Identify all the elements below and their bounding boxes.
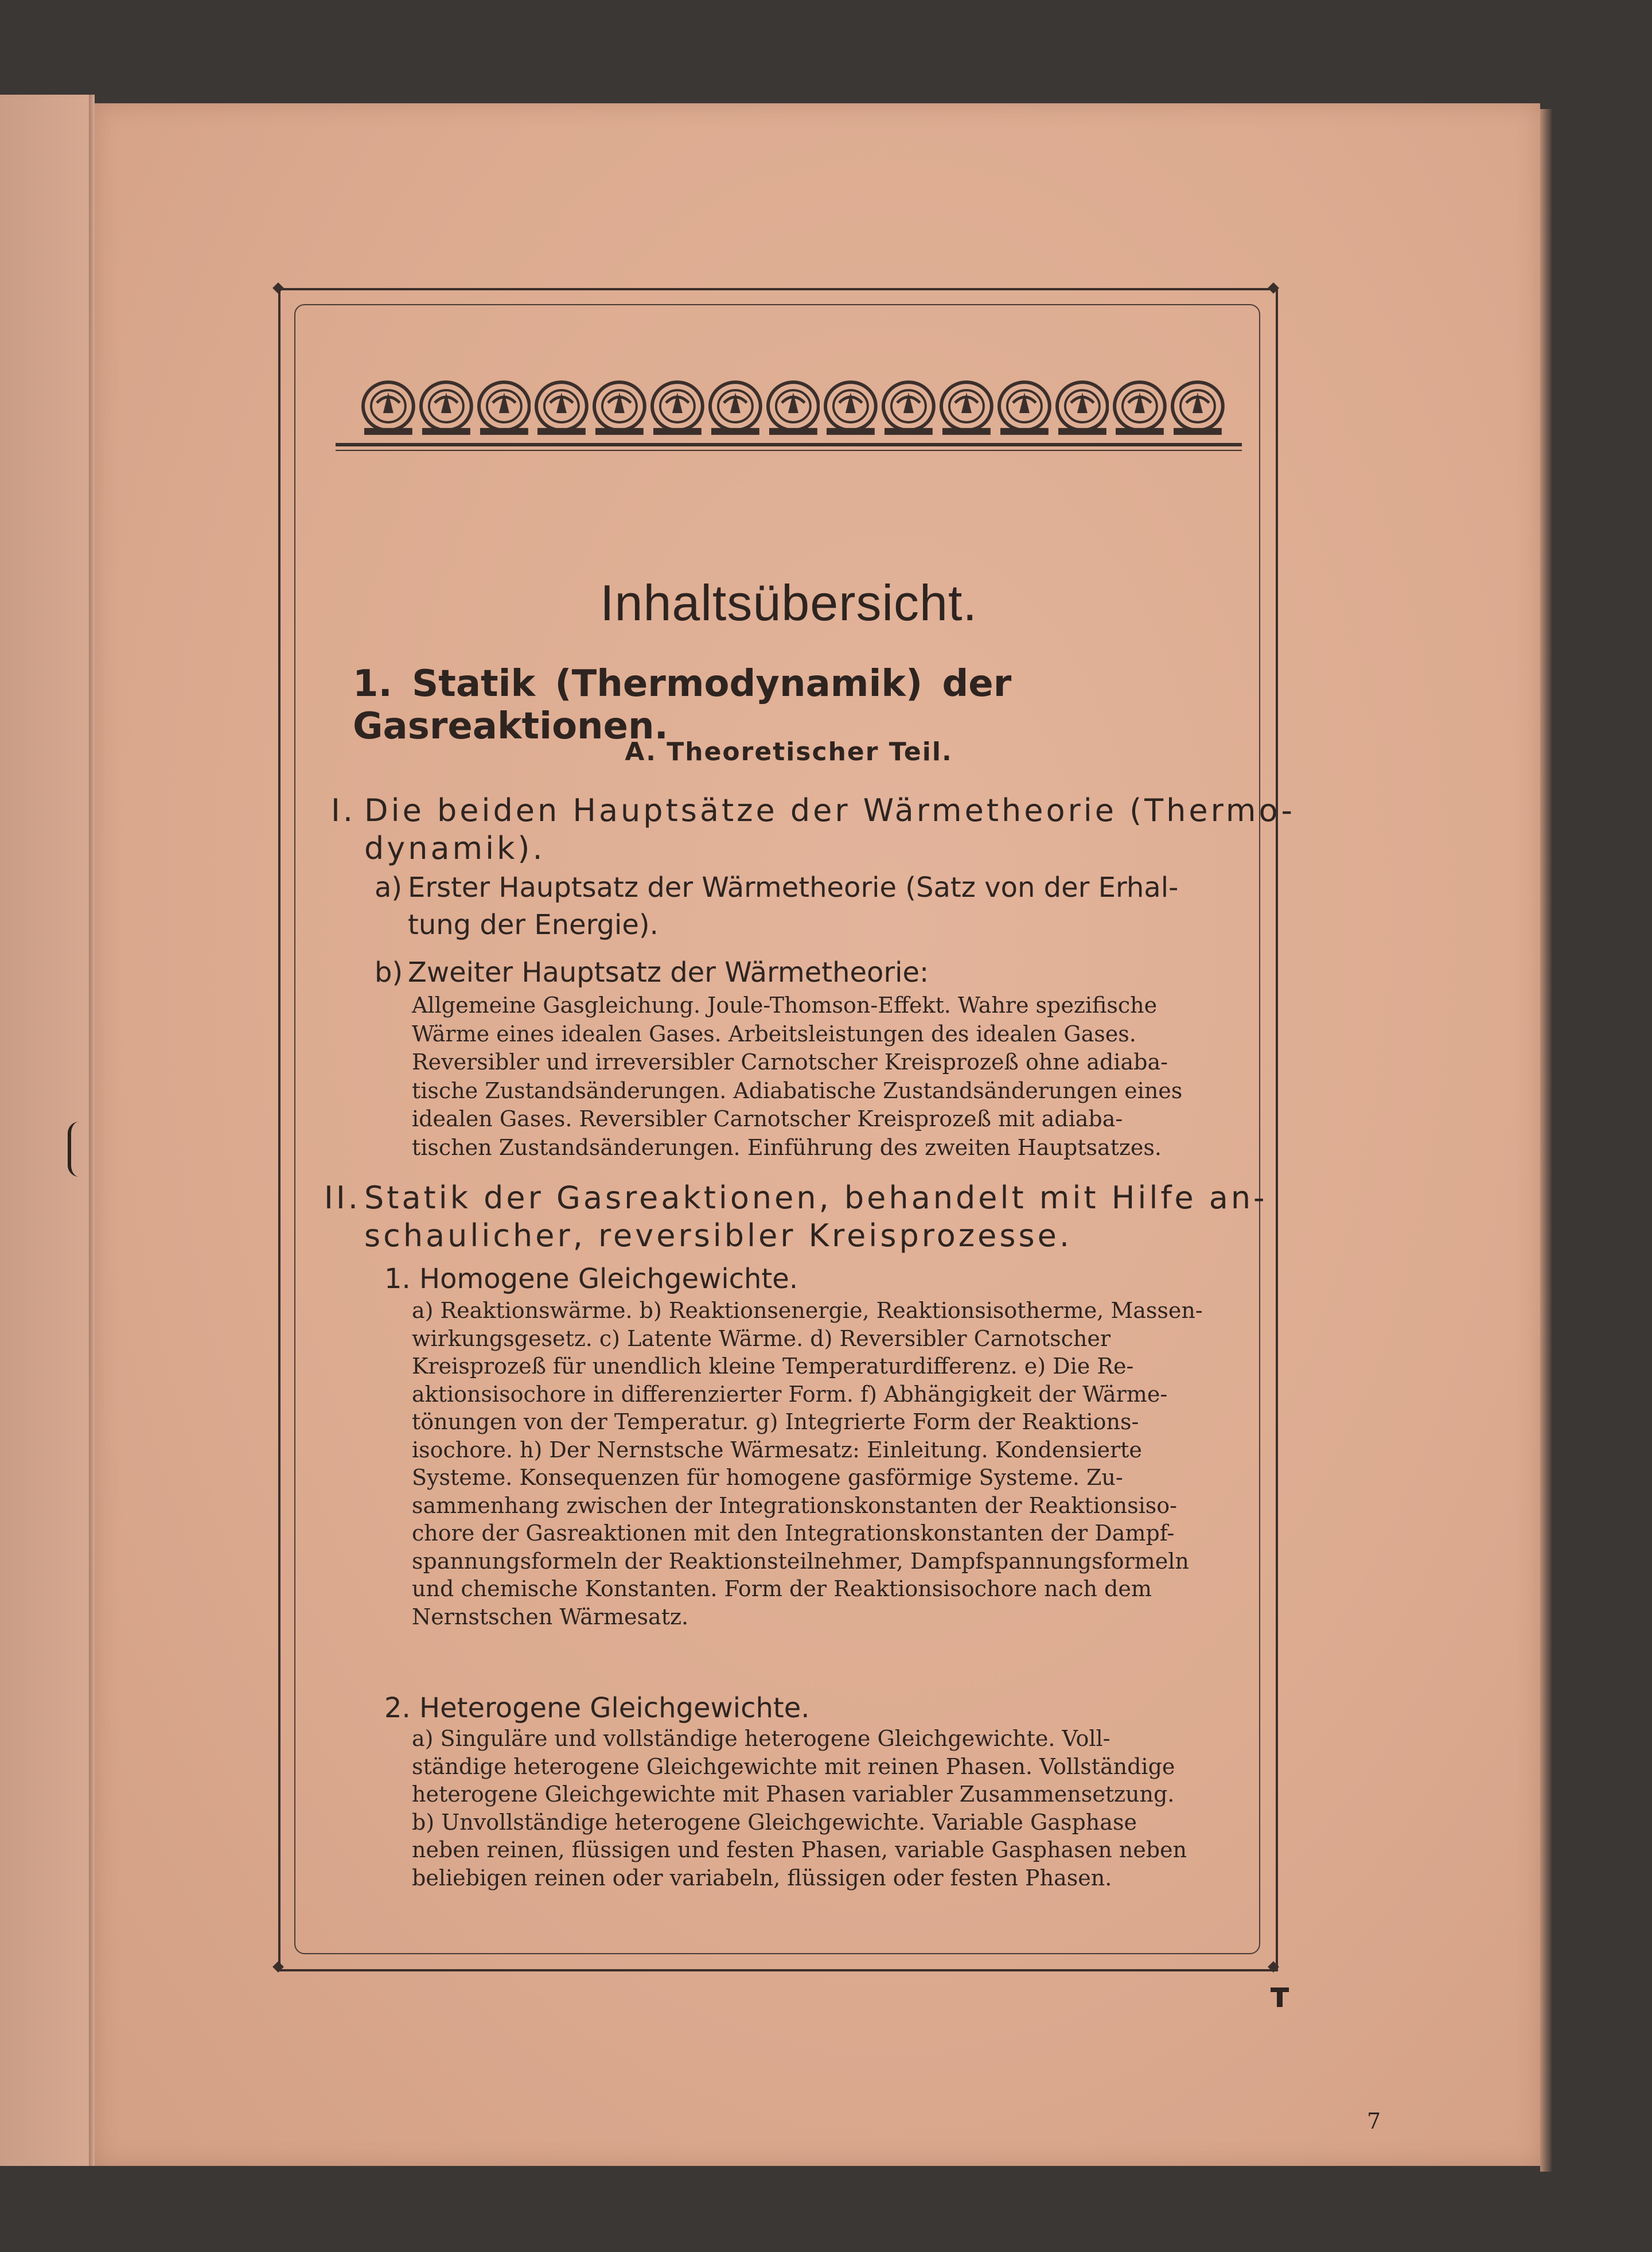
text-line: a) Reaktionswärme. b) Reaktionsenergie, Reaktionsisotherme, Massen- bbox=[412, 1298, 1203, 1323]
text-line: heterogene Gleichgewichte mit Phasen variabler Zusammensetzung. bbox=[412, 1782, 1175, 1807]
ornament-motif bbox=[766, 380, 820, 437]
ornament-motif bbox=[940, 380, 993, 437]
left-page-edge bbox=[0, 95, 95, 2166]
ornament-motif bbox=[361, 380, 415, 437]
ornament-motif bbox=[535, 380, 589, 437]
text-line: und chemische Konstanten. Form der Reaktionsisochore nach dem bbox=[412, 1576, 1152, 1601]
text-line: isochore. h) Der Nernstsche Wärmesatz: Einleitung. Kondensierte bbox=[412, 1437, 1142, 1463]
page-edge-shadow bbox=[1540, 109, 1552, 2172]
text-line: Reversibler und irreversibler Carnotscher Kreisprozeß ohne adiaba- bbox=[412, 1049, 1168, 1075]
text-line: b) Unvollständige heterogene Gleichgewichte. Variable Gasphase bbox=[412, 1809, 1137, 1835]
text-line: Wärme eines idealen Gases. Arbeitsleistungen des idealen Gases. bbox=[412, 1021, 1136, 1047]
ornament-motif bbox=[1113, 380, 1167, 437]
text-line: neben reinen, flüssigen und festen Phasen, variable Gasphasen neben bbox=[412, 1837, 1187, 1862]
chapter-line: Statik der Gasreaktionen, behandelt mit Hilfe an- bbox=[364, 1180, 1268, 1216]
item-label: b) bbox=[375, 956, 403, 989]
chapter-I bbox=[331, 792, 1295, 872]
text-line: tische Zustandsänderungen. Adiabatische Zustandsänderungen eines bbox=[412, 1078, 1183, 1103]
ornament-rule-thin bbox=[336, 450, 1242, 451]
page-title: Inhaltsübersicht. bbox=[600, 574, 977, 631]
text-line: idealen Gases. Reversibler Carnotscher Kreisprozeß mit adiaba- bbox=[412, 1106, 1123, 1131]
text-line: Nernstschen Wärmesatz. bbox=[412, 1604, 689, 1629]
ornament-motif bbox=[824, 380, 878, 437]
item-label: a) bbox=[375, 872, 403, 904]
text-line: ständige heterogene Gleichgewichte mit reinen Phasen. Vollständige bbox=[412, 1753, 1175, 1779]
ornament-motif bbox=[708, 380, 762, 437]
ornament-motif bbox=[477, 380, 531, 437]
chapter-I-item-b-text bbox=[412, 991, 1269, 1162]
chapter-II-item-2-text bbox=[412, 1725, 1269, 1892]
ornament-motif bbox=[998, 380, 1051, 437]
ornament-motif bbox=[650, 380, 704, 437]
chapter-II-item-1-text bbox=[412, 1297, 1269, 1631]
chapter-number: II. bbox=[324, 1180, 361, 1216]
item-line: Erster Hauptsatz der Wärmetheorie (Satz von der Erhal- bbox=[408, 872, 1179, 904]
document-page bbox=[95, 103, 1540, 2166]
text-line: Systeme. Konsequenzen für homogene gasförmige Systeme. Zu- bbox=[412, 1465, 1123, 1490]
text-line: tischen Zustandsänderungen. Einführung des zweiten Hauptsatzes. bbox=[412, 1134, 1162, 1160]
item-heading: Zweiter Hauptsatz der Wärmetheorie: bbox=[408, 956, 929, 989]
text-line: beliebigen reinen oder variabeln, flüssigen oder festen Phasen. bbox=[412, 1865, 1112, 1891]
text-line: Allgemeine Gasgleichung. Joule-Thomson-Effekt. Wahre spezifische bbox=[412, 993, 1158, 1018]
chapter-II-item-2-heading: 2. Heterogene Gleichgewichte. bbox=[384, 1692, 810, 1724]
chapter-line: Die beiden Hauptsätze der Wärmetheorie (Thermo- bbox=[364, 792, 1295, 829]
text-line: chore der Gasreaktionen mit den Integrationskonstanten der Dampf- bbox=[412, 1520, 1175, 1546]
sub-heading: A. Theoretischer Teil. bbox=[625, 737, 953, 767]
end-mark-icon bbox=[1269, 1986, 1290, 2008]
ornament-motif bbox=[882, 380, 936, 437]
text-line: aktionsisochore in differenzierter Form. f) Abhängigkeit der Wärme- bbox=[412, 1381, 1168, 1407]
text-line: a) Singuläre und vollständige heterogene Gleichgewichte. Voll- bbox=[412, 1726, 1111, 1751]
ornament-border bbox=[361, 379, 1225, 437]
ornament-rule bbox=[336, 443, 1242, 446]
ornament-motif bbox=[1055, 380, 1109, 437]
page-number: 7 bbox=[1367, 2109, 1381, 2134]
binding-clip-mark bbox=[68, 1122, 91, 1177]
text-line: wirkungsgesetz. c) Latente Wärme. d) Reversibler Carnotscher bbox=[412, 1325, 1111, 1351]
chapter-line: dynamik). bbox=[364, 830, 546, 866]
text-line: Kreisprozeß für unendlich kleine Temperaturdifferenz. e) Die Re- bbox=[412, 1353, 1134, 1379]
section-heading: 1. Statik (Thermodynamik) der Gasreaktionen. bbox=[353, 663, 1012, 748]
ornament-motif bbox=[1171, 380, 1225, 437]
text-line: sammenhang zwischen der Integrationskonstanten der Reaktionsiso- bbox=[412, 1492, 1177, 1518]
chapter-number: I. bbox=[331, 792, 356, 829]
chapter-line: schaulicher, reversibler Kreisprozesse. bbox=[364, 1218, 1072, 1254]
text-line: tönungen von der Temperatur. g) Integrierte Form der Reaktions- bbox=[412, 1409, 1139, 1434]
text-line: spannungsformeln der Reaktionsteilnehmer, Dampfspannungsformeln bbox=[412, 1548, 1189, 1574]
item-line: tung der Energie). bbox=[408, 909, 659, 941]
chapter-II-item-1-heading: 1. Homogene Gleichgewichte. bbox=[384, 1263, 798, 1295]
chapter-II bbox=[324, 1179, 1271, 1259]
ornament-motif bbox=[419, 380, 473, 437]
ornament-motif bbox=[593, 380, 646, 437]
